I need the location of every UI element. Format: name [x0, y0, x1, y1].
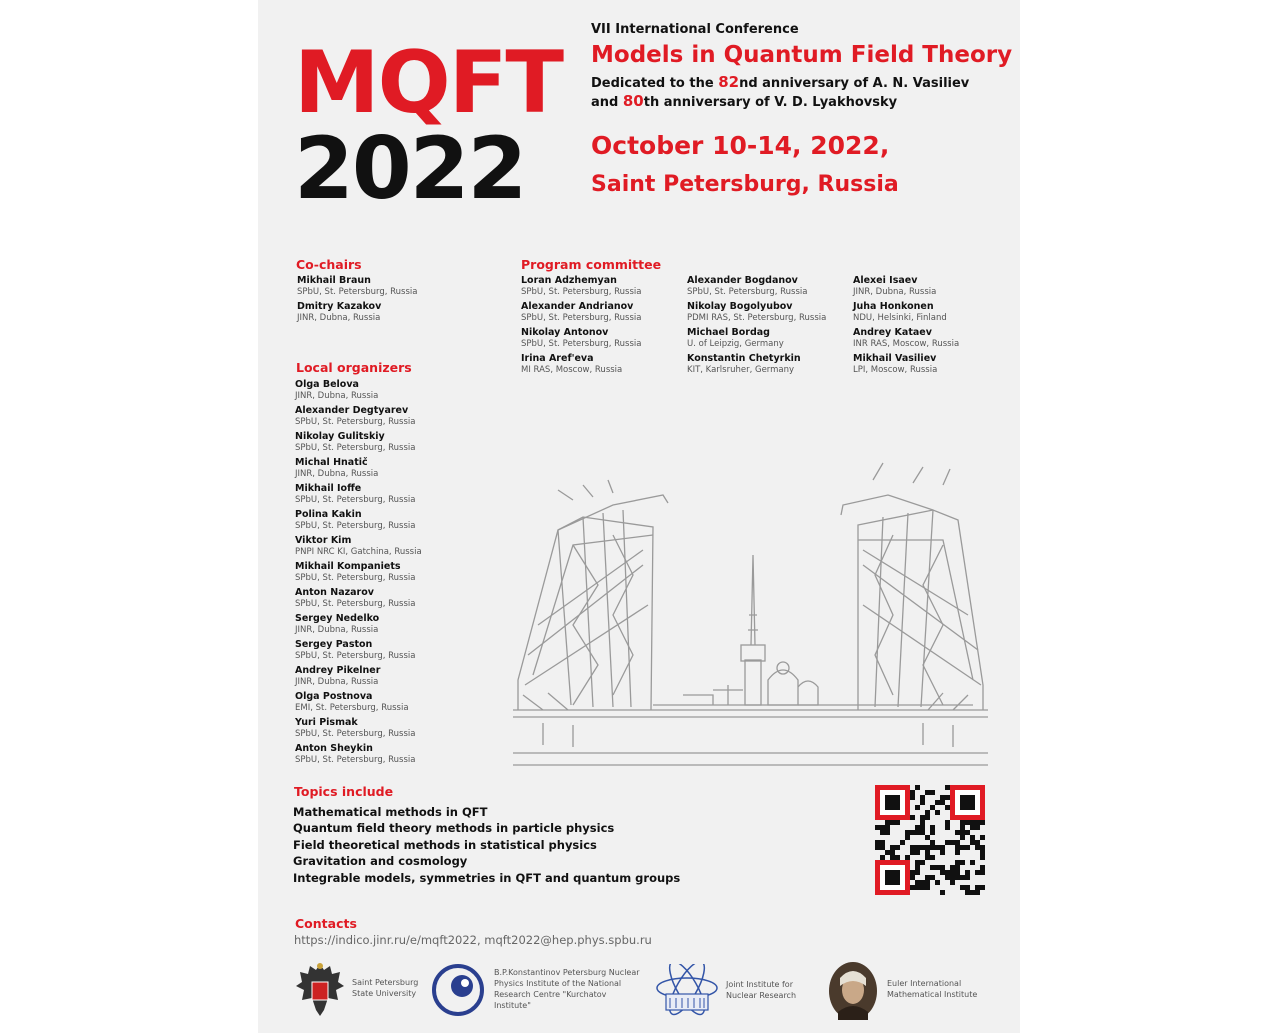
- dedication-2-prefix: and: [591, 95, 623, 110]
- person-name: Mikhail Vasiliev: [853, 353, 937, 364]
- person-name: Irina Aref'eva: [521, 353, 594, 364]
- person-affiliation: SPbU, St. Petersburg, Russia: [295, 443, 416, 453]
- topic-item: Gravitation and cosmology: [293, 854, 468, 869]
- institution-jinr: [654, 962, 814, 1018]
- cochairs-title: Co-chairs: [296, 257, 362, 272]
- person-name: Mikhail Ioffe: [295, 483, 362, 494]
- person-entry: [687, 353, 826, 379]
- person-affiliation: NDU, Helsinki, Finland: [853, 313, 947, 323]
- person-name: Yuri Pismak: [295, 717, 358, 728]
- person-affiliation: SPbU, St. Petersburg, Russia: [295, 651, 416, 661]
- person-affiliation: SPbU, St. Petersburg, Russia: [295, 417, 416, 427]
- person-affiliation: SPbU, St. Petersburg, Russia: [521, 313, 642, 323]
- conference-place: Saint Petersburg, Russia: [591, 172, 899, 197]
- person-entry: [295, 509, 422, 535]
- person-affiliation: U. of Leipzig, Germany: [687, 339, 784, 349]
- person-affiliation: SPbU, St. Petersburg, Russia: [295, 755, 416, 765]
- person-entry: [295, 561, 422, 587]
- institution-euler: [826, 960, 996, 1022]
- qr-code[interactable]: [875, 785, 985, 895]
- topics-list: [293, 804, 680, 886]
- person-name: Nikolay Antonov: [521, 327, 609, 338]
- person-name: Michael Bordag: [687, 327, 770, 338]
- person-name: Mikhail Kompaniets: [295, 561, 401, 572]
- person-name: Viktor Kim: [295, 535, 352, 546]
- person-affiliation: JINR, Dubna, Russia: [295, 469, 379, 479]
- person-entry: [295, 535, 422, 561]
- person-entry: [295, 665, 422, 691]
- person-name: Sergey Paston: [295, 639, 373, 650]
- person-name: Michal Hnatič: [295, 457, 368, 468]
- person-entry: [687, 275, 826, 301]
- person-entry: [295, 717, 422, 743]
- institution-euler-text: Euler International Mathematical Institute: [887, 979, 978, 999]
- conference-edition: VII International Conference: [591, 22, 799, 37]
- person-affiliation: SPbU, St. Petersburg, Russia: [295, 573, 416, 583]
- person-affiliation: SPbU, St. Petersburg, Russia: [521, 339, 642, 349]
- person-name: Konstantin Chetyrkin: [687, 353, 801, 364]
- dedication-2-number: 80: [622, 92, 644, 110]
- person-name: Alexander Degtyarev: [295, 405, 409, 416]
- person-name: Nikolay Gulitskiy: [295, 431, 385, 442]
- person-entry: [521, 353, 641, 379]
- person-entry: [853, 353, 959, 379]
- person-name: Dmitry Kazakov: [297, 301, 382, 312]
- jinr-logo-icon: [654, 964, 720, 1016]
- bridge-sketch-illustration: [513, 455, 988, 775]
- conference-title: Models in Quantum Field Theory: [591, 42, 1013, 68]
- institution-spbu-text: Saint Petersburg State University: [352, 978, 419, 998]
- dedication-line-1: [591, 73, 969, 91]
- person-affiliation: MI RAS, Moscow, Russia: [521, 365, 623, 375]
- person-affiliation: JINR, Dubna, Russia: [853, 287, 937, 297]
- program-committee-column: [687, 275, 826, 379]
- person-name: Alexander Andrianov: [521, 301, 634, 312]
- person-name: Olga Belova: [295, 379, 359, 390]
- person-name: Juha Honkonen: [853, 301, 934, 312]
- institution-spbu: [294, 960, 424, 1020]
- person-name: Alexei Isaev: [853, 275, 918, 286]
- conference-dates: October 10-14, 2022,: [591, 131, 890, 160]
- dedication-2-suffix: th anniversary of V. D. Lyakhovsky: [643, 95, 898, 110]
- program-committee-title: Program committee: [521, 257, 662, 272]
- person-entry: [295, 405, 422, 431]
- person-entry: [295, 457, 422, 483]
- person-affiliation: SPbU, St. Petersburg, Russia: [295, 521, 416, 531]
- contacts-link[interactable]: https://indico.jinr.ru/e/mqft2022, mqft2022@hep.phys.spbu.ru: [294, 933, 652, 947]
- person-entry: [853, 327, 959, 353]
- program-committee-column: [853, 275, 959, 379]
- person-entry: [295, 587, 422, 613]
- person-affiliation: EMI, St. Petersburg, Russia: [295, 703, 409, 713]
- person-name: Andrey Pikelner: [295, 665, 381, 676]
- person-affiliation: SPbU, St. Petersburg, Russia: [297, 287, 418, 297]
- spbu-crest-icon: [294, 960, 346, 1020]
- person-affiliation: INR RAS, Moscow, Russia: [853, 339, 960, 349]
- person-entry: [521, 301, 641, 327]
- person-affiliation: JINR, Dubna, Russia: [295, 625, 379, 635]
- topics-title: Topics include: [294, 784, 394, 799]
- institution-jinr-text: Joint Institute for Nuclear Research: [726, 980, 797, 1000]
- local-organizers-title: Local organizers: [296, 360, 412, 375]
- person-affiliation: PDMI RAS, St. Petersburg, Russia: [687, 313, 827, 323]
- person-entry: [295, 431, 422, 457]
- conference-poster: [258, 0, 1020, 1033]
- local-organizers-list: [295, 379, 422, 769]
- person-affiliation: JINR, Dubna, Russia: [297, 313, 381, 323]
- contacts-title: Contacts: [295, 916, 357, 931]
- person-entry: [853, 301, 959, 327]
- person-name: Alexander Bogdanov: [687, 275, 798, 286]
- topic-item: Quantum field theory methods in particle physics: [293, 821, 615, 836]
- person-entry: [687, 327, 826, 353]
- dedication-1-prefix: Dedicated to the: [591, 76, 719, 91]
- euler-portrait-icon: [826, 960, 880, 1022]
- person-name: Olga Postnova: [295, 691, 373, 702]
- dedication-1-number: 82: [718, 73, 740, 91]
- person-affiliation: JINR, Dubna, Russia: [295, 391, 379, 401]
- person-entry: [687, 301, 826, 327]
- person-name: Sergey Nedelko: [295, 613, 380, 624]
- person-name: Andrey Kataev: [853, 327, 932, 338]
- person-entry: [521, 275, 641, 301]
- cochairs-list: [297, 275, 417, 327]
- person-name: Anton Nazarov: [295, 587, 374, 598]
- person-name: Polina Kakin: [295, 509, 362, 520]
- person-affiliation: KIT, Karlsruher, Germany: [687, 365, 795, 375]
- logo-year: 2022: [294, 119, 526, 219]
- person-entry: [295, 639, 422, 665]
- person-entry: [297, 301, 417, 327]
- institution-pnpi: [430, 960, 640, 1020]
- person-affiliation: PNPI NRC KI, Gatchina, Russia: [295, 547, 422, 557]
- person-name: Loran Adzhemyan: [521, 275, 617, 286]
- person-name: Nikolay Bogolyubov: [687, 301, 793, 312]
- person-name: Anton Sheykin: [295, 743, 373, 754]
- pnpi-logo-icon: [430, 962, 486, 1018]
- topic-item: Mathematical methods in QFT: [293, 805, 488, 819]
- person-affiliation: SPbU, St. Petersburg, Russia: [295, 599, 416, 609]
- logo-mqft: MQFT: [294, 33, 563, 133]
- person-affiliation: JINR, Dubna, Russia: [295, 677, 379, 687]
- dedication-line-2: [591, 92, 897, 110]
- person-affiliation: SPbU, St. Petersburg, Russia: [295, 495, 416, 505]
- person-entry: [295, 379, 422, 405]
- person-entry: [295, 743, 422, 769]
- person-affiliation: SPbU, St. Petersburg, Russia: [295, 729, 416, 739]
- person-affiliation: SPbU, St. Petersburg, Russia: [687, 287, 808, 297]
- person-entry: [297, 275, 417, 301]
- dedication-1-suffix: nd anniversary of A. N. Vasiliev: [739, 76, 970, 91]
- person-entry: [295, 691, 422, 717]
- person-name: Mikhail Braun: [297, 275, 371, 286]
- person-affiliation: LPI, Moscow, Russia: [853, 365, 938, 375]
- person-entry: [295, 613, 422, 639]
- program-committee-column: [521, 275, 641, 379]
- person-affiliation: SPbU, St. Petersburg, Russia: [521, 287, 642, 297]
- person-entry: [521, 327, 641, 353]
- person-entry: [295, 483, 422, 509]
- person-entry: [853, 275, 959, 301]
- topic-item: Integrable models, symmetries in QFT and quantum groups: [293, 870, 681, 885]
- topic-item: Field theoretical methods in statistical physics: [293, 837, 597, 852]
- institution-pnpi-text: B.P.Konstantinov Petersburg Nuclear Physics Institute of the National Research Centre "Kurchatov Institute": [494, 968, 640, 1010]
